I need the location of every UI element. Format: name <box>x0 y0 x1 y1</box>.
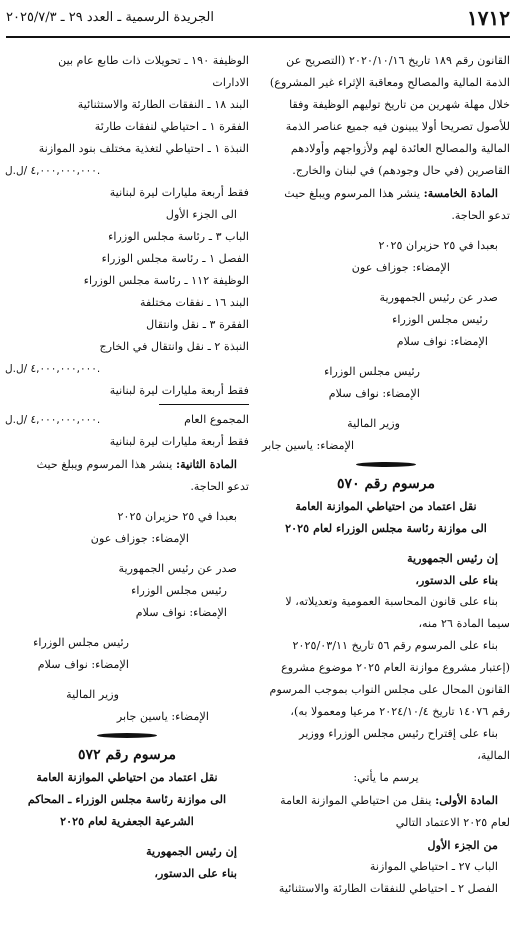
amount-in-words: فقط أربعة مليارات ليرة لبنانية <box>109 384 249 397</box>
finance-minister-signature: الإمضاء: ياسين جابر <box>262 439 355 452</box>
article1 <box>262 789 510 812</box>
based-line: (إعتبار مشروع موازنة العام ٢٠٢٥ موضوع مشروع <box>281 661 510 674</box>
president-signature: الإمضاء: جوزاف عون <box>90 532 189 545</box>
article-label: المادة الأولى: <box>435 793 498 807</box>
president-line: إن رئيس الجمهورية <box>146 844 237 858</box>
pm-title-2: رئيس مجلس الوزراء <box>324 365 420 378</box>
decree-subtitle: الشرعية الجعفرية لعام ٢٠٢٥ <box>60 814 194 828</box>
budget-function: الوظيفة ١٩٠ ـ تحويلات ذات طابع عام بين <box>58 54 249 67</box>
pm-title-2: رئيس مجلس الوزراء <box>33 636 129 649</box>
intro-line: الذمة المالية والمصالح ومعاقبة الإثراء غير المشروع) <box>269 76 510 89</box>
intro-line: القانون رقم ١٨٩ تاريخ ٢٠٢٠/١٠/١٦ (التصريح عن <box>286 54 510 67</box>
budget-function: الوظيفة ١١٢ ـ رئاسة مجلس الوزراء <box>83 274 249 287</box>
president-signature: الإمضاء: جوزاف عون <box>351 261 450 274</box>
article-label: المادة الثانية: <box>175 457 237 471</box>
issued-by: صدر عن رئيس الجمهورية <box>379 291 498 304</box>
sum-rule <box>159 404 249 405</box>
pm-title: رئيس مجلس الوزراء <box>131 584 227 597</box>
part-heading: من الجزء الأول <box>427 838 498 852</box>
article2-cont: تدعو الحاجة. <box>190 480 249 493</box>
decree-subtitle: الى موازنة رئاسة مجلس الوزراء ـ المحاكم <box>27 792 227 806</box>
finance-minister-signature: الإمضاء: ياسين جابر <box>116 710 209 723</box>
intro-line: القاصرين (في حال وجودهم) في لبنان والخارج. <box>292 164 510 177</box>
separator-ornament <box>262 457 510 471</box>
pm-title: رئيس مجلس الوزراء <box>392 313 488 326</box>
left-column <box>5 50 249 884</box>
decree-title: مرسوم رقم ٥٧٢ <box>78 747 176 763</box>
based-line: بناء على إقتراح رئيس مجلس الوزراء ووزير <box>299 727 498 740</box>
page-number: ١٧١٢ <box>467 6 510 30</box>
president-line: إن رئيس الجمهورية <box>407 551 498 565</box>
intro-line: المالية والمصالح العائدة لهم ولأزواجهم وأولادهم <box>290 142 510 155</box>
article-text: ينشر هذا المرسوم ويبلغ حيث <box>284 187 421 200</box>
budget-item: البند ١٦ ـ نفقات مختلفة <box>139 296 249 309</box>
grand-total <box>5 409 249 431</box>
article1-cont: لعام ٢٠٢٥ الاعتماد التالي <box>395 816 510 829</box>
separator-ornament <box>5 728 249 742</box>
based-line: رقم ١٤٠٧٦ تاريخ ٢٠٢٤/١٠/٤ مرعيا ومعمولا به)، <box>290 705 510 718</box>
decree-subtitle: نقل اعتماد من احتياطي الموازنة العامة <box>295 499 477 513</box>
amount: ٤,٠٠٠,٠٠٠,٠٠٠ /ل.ل. <box>5 363 101 375</box>
intro-line: خلال مهلة شهرين من تاريخ توليهم الوظيفة وفقا <box>289 98 510 111</box>
decrees-line: يرسم ما يأتي: <box>353 771 419 784</box>
budget-paragraph: الفقرة ١ ـ احتياطي لنفقات طارئة <box>94 120 249 133</box>
page-header <box>6 6 510 34</box>
grand-total-label: المجموع العام <box>184 413 249 426</box>
based-line: القانون المحال على مجلس النواب بموجب المرسوم <box>269 683 510 696</box>
budget-function: الادارات <box>212 76 249 89</box>
based-line: بناء على المرسوم رقم ٥٦ تاريخ ٢٠٢٥/٠٣/١١ <box>292 639 498 652</box>
amount-in-words: فقط أربعة مليارات ليرة لبنانية <box>109 435 249 448</box>
based-constitution: بناء على الدستور، <box>154 866 237 880</box>
budget-chapter: الباب ٣ ـ رئاسة مجلس الوزراء <box>108 230 249 243</box>
article-text: ينقل من احتياطي الموازنة العامة <box>280 794 432 807</box>
pm-signature-2: الإمضاء: نواف سلام <box>328 387 420 400</box>
gazette-title: الجريدة الرسمية ـ العدد ٢٩ ـ ٢٠٢٥/٧/٣ <box>6 10 214 25</box>
issued-by: صدر عن رئيس الجمهورية <box>118 562 237 575</box>
header-rule <box>6 36 510 38</box>
based-line: المالية، <box>477 749 510 762</box>
grand-total-amount: ٤,٠٠٠,٠٠٠,٠٠٠ /ل.ل. <box>5 414 101 426</box>
budget-item: البند ١٨ ـ النفقات الطارئة والاستثنائية <box>77 98 249 111</box>
article2 <box>5 453 249 476</box>
finance-minister-title: وزير المالية <box>66 688 119 701</box>
based-constitution: بناء على الدستور، <box>415 573 498 587</box>
decree-subtitle: نقل اعتماد من احتياطي الموازنة العامة <box>36 770 218 784</box>
article-label: المادة الخامسة: <box>423 186 498 200</box>
budget-section: الفصل ٢ ـ احتياطي للنفقات الطارئة والاستثنائية <box>278 882 498 895</box>
pm-signature: الإمضاء: نواف سلام <box>135 606 227 619</box>
decree-title: مرسوم رقم ٥٧٠ <box>337 476 435 492</box>
budget-chapter: الباب ٢٧ ـ احتياطي الموازنة <box>369 860 498 873</box>
article-text: ينشر هذا المرسوم ويبلغ حيث <box>36 458 173 471</box>
based-line: سيما المادة ٢٦ منه، <box>418 617 510 630</box>
article5 <box>262 182 510 205</box>
budget-paragraph: الفقرة ٣ ـ نقل وانتقال <box>146 318 249 331</box>
decree-subtitle: الى موازنة رئاسة مجلس الوزراء لعام ٢٠٢٥ <box>285 521 487 535</box>
amount-in-words: فقط أربعة مليارات ليرة لبنانية <box>109 186 249 199</box>
right-column <box>262 50 510 900</box>
part-heading: الى الجزء الأول <box>165 208 237 221</box>
budget-subitem: النبذة ٢ ـ نقل وانتقال في الخارج <box>99 340 249 353</box>
based-line: بناء على قانون المحاسبة العمومية وتعديلاته، لا <box>285 595 498 608</box>
pm-signature: الإمضاء: نواف سلام <box>396 335 488 348</box>
pm-signature-2: الإمضاء: نواف سلام <box>37 658 129 671</box>
sign-date: بعبدا في ٢٥ حزيران ٢٠٢٥ <box>378 239 498 252</box>
amount: ٤,٠٠٠,٠٠٠,٠٠٠ /ل.ل. <box>5 165 101 177</box>
article5-cont: تدعو الحاجة. <box>451 209 510 222</box>
intro-line: للأصول تصريحا أولا يبينون فيه جميع عناصر الذمة <box>285 120 510 133</box>
budget-subitem: النبذة ١ ـ احتياطي لتغذية مختلف بنود الموازنة <box>38 142 249 155</box>
finance-minister-title: وزير المالية <box>347 417 400 430</box>
budget-section: الفصل ١ ـ رئاسة مجلس الوزراء <box>101 252 249 265</box>
sign-date: بعبدا في ٢٥ حزيران ٢٠٢٥ <box>117 510 237 523</box>
